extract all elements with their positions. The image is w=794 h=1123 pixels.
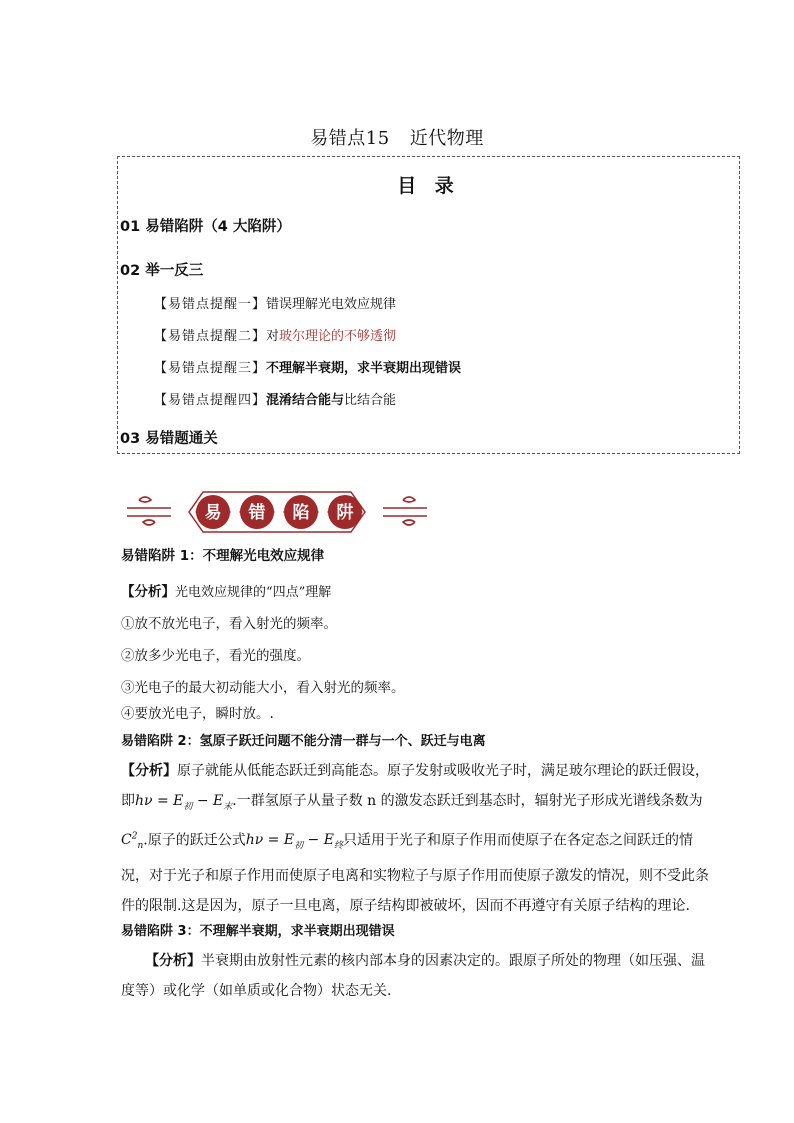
banner-char-1: 易 xyxy=(204,503,222,523)
formula-transition-2: $h\nu = E_初 - E_终$ xyxy=(245,832,343,852)
title-right: 近代物理 xyxy=(409,128,484,149)
title-left: 易错点15 xyxy=(310,128,390,149)
toc-section-1: 01 易错陷阱（4 大陷阱） xyxy=(120,219,291,235)
toc-section-3: 03 易错题通关 xyxy=(120,431,218,447)
trap2-line-1: 【分析】原子就能从低能态跃迁到高能态。原子发射或吸收光子时，满足玻尔理论的跃迁假设， xyxy=(121,763,709,779)
trap2-line-4: 况，对于光子和原子作用而使原子电离和实物粒子与原子作用而使原子激发的情况，则不受此条 xyxy=(121,868,709,885)
toc-heading: 目 录 xyxy=(397,175,460,197)
toc-section-2: 02 举一反三 xyxy=(120,263,204,279)
trap2-paragraph xyxy=(121,756,741,921)
formula-combination: $C^2_n$ xyxy=(121,831,144,852)
trap1-point-4: ④要放光电子，瞬时放。. xyxy=(121,706,274,722)
trap1-point-2: ②放多少光电子，看光的强度。 xyxy=(121,648,310,664)
trap1-analysis: 【分析】光电效应规律的“四点”理解 xyxy=(121,584,332,600)
page-title xyxy=(0,124,794,150)
table-of-contents xyxy=(117,156,740,454)
banner-left-ornament xyxy=(127,497,171,525)
toc-item-2: 【易错点提醒二】对玻尔理论的不够透彻 xyxy=(154,329,397,344)
trap3-heading: 易错陷阱 3：不理解半衰期，求半衰期出现错误 xyxy=(121,924,395,939)
section-banner xyxy=(127,486,427,536)
trap2-heading: 易错陷阱 2：氢原子跃迁问题不能分清一群与一个、跃迁与电离 xyxy=(121,734,486,749)
trap2-line-3: $C^2_n$.原子的跃迁公式$h\nu = E_初 - E_终$只适用于光子和原子作用而使原子在各定态之间跃迁的情 xyxy=(121,831,693,852)
toc-item-3: 【易错点提醒三】不理解半衰期，求半衰期出现错误 xyxy=(154,361,462,376)
banner-char-4: 阱 xyxy=(336,503,354,523)
trap3-paragraph xyxy=(121,946,741,1006)
formula-transition: $h\nu = E_初 - E_末$ xyxy=(135,793,233,812)
trap3-line-2: 度等）或化学（如单质或化合物）状态无关. xyxy=(121,983,392,999)
trap2-line-5: 件的限制.这是因为，原子一旦电离，原子结构即被破坏，因而不再遵守有关原子结构的理论. xyxy=(121,898,690,915)
trap1-point-3: ③光电子的最大初动能大小，看入射光的频率。 xyxy=(121,680,405,696)
trap3-line-1: 【分析】半衰期由放射性元素的核内部本身的因素决定的。跟原子所处的物理（如压强、温 xyxy=(145,953,705,969)
toc-item-1: 【易错点提醒一】错误理解光电效应规律 xyxy=(154,297,397,312)
banner-char-2: 错 xyxy=(248,503,266,523)
trap1-heading: 易错陷阱 1：不理解光电效应规律 xyxy=(121,548,325,564)
banner-char-3: 陷 xyxy=(292,503,310,523)
trap2-line-2: 即$h\nu = E_初 - E_末$.一群氢原子从量子数 n 的激发态跃迁到基态时，辐射光子形成光谱线条数为 xyxy=(121,793,703,812)
toc-item-4: 【易错点提醒四】混淆结合能与比结合能 xyxy=(154,393,397,408)
banner-right-ornament xyxy=(383,497,427,525)
trap1-point-1: ①放不放光电子，看入射光的频率。 xyxy=(121,616,337,632)
